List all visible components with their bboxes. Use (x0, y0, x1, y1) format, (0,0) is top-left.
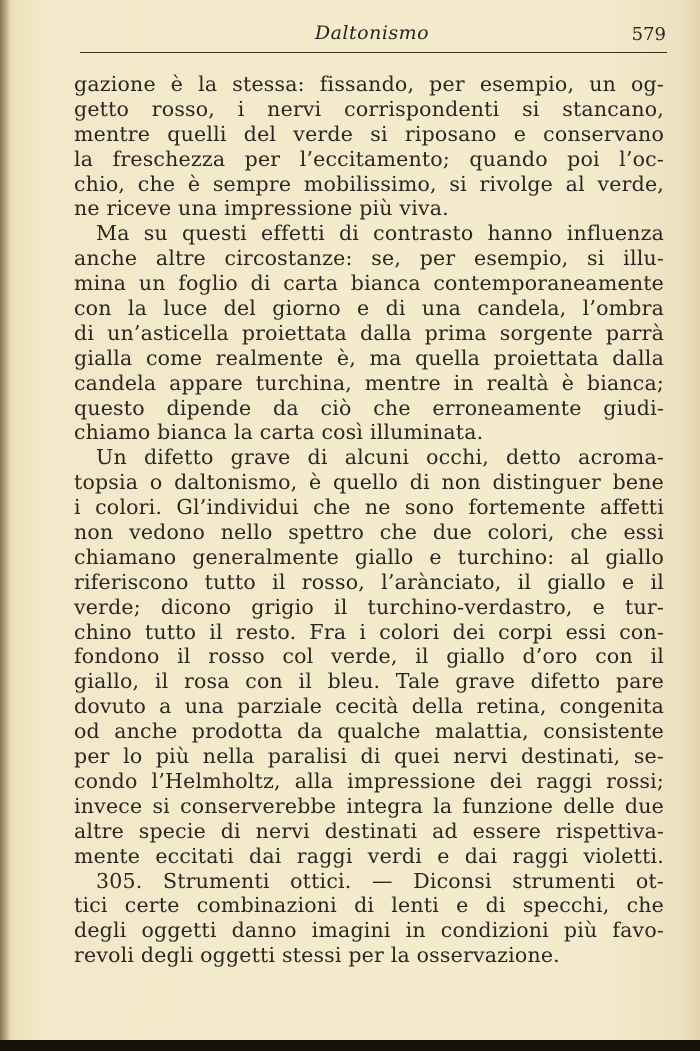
text-line: altre specie di nervi destinati ad essere rispettiva- (74, 818, 664, 843)
text-line: chio, che è sempre mobilissimo, si rivolge al verde, (74, 171, 664, 196)
scan-border (0, 1040, 700, 1051)
text-line: fondono il rosso col verde, il giallo d’oro con il (74, 644, 664, 669)
text-line: Un difetto grave di alcuni occhi, detto acroma- (96, 445, 664, 470)
text-line: di un’asticella proiettata dalla prima sorgente parrà (74, 320, 664, 345)
text-line: revoli degli oggetti stessi per la osservazione. (74, 943, 560, 968)
text-line: mentre quelli del verde si riposano e conservano (74, 121, 664, 146)
text-line: ne riceve una impressione più viva. (74, 196, 449, 221)
text-line: chiamo bianca la carta così illuminata. (74, 420, 484, 445)
text-line: la freschezza per l’eccitamento; quando poi l’oc- (74, 146, 664, 171)
text-line: gialla come realmente è, ma quella proiettata dalla (74, 345, 664, 370)
text-line: getto rosso, i nervi corrispondenti si stancano, (74, 96, 664, 121)
text-line: non vedono nello spettro che due colori, che essi (74, 520, 664, 545)
text-line: con la luce del giorno e di una candela, l’ombra (74, 296, 664, 321)
page-number: 579 (631, 24, 666, 45)
text-line: anche altre circostanze: se, per esempio, si illu- (74, 246, 664, 271)
text-line: chino tutto il resto. Fra i colori dei corpi essi con- (74, 619, 664, 644)
text-line: invece si conserverebbe integra la funzione delle due (74, 793, 664, 818)
text-line: giallo, il rosa con il bleu. Tale grave difetto pare (74, 669, 664, 694)
header-rule (80, 52, 667, 53)
body-text (74, 72, 664, 968)
text-line: riferiscono tutto il rosso, l’arànciato, il giallo e il (74, 569, 664, 594)
text-line: verde; dicono grigio il turchino-verdastro, e tur- (74, 594, 664, 619)
section-heading-line: 305. Strumenti ottici. — Diconsi strumenti ot- (96, 868, 664, 893)
text-line: mente eccitati dai raggi verdi e dai raggi violetti. (74, 843, 664, 868)
text-line: per lo più nella paralisi di quei nervi destinati, se- (74, 744, 664, 769)
text-line: dovuto a una parziale cecità della retina, congenita (74, 694, 664, 719)
text-line: od anche prodotta da qualche malattia, consistente (74, 719, 664, 744)
text-line: condo l’Helmholtz, alla impressione dei raggi rossi; (74, 768, 664, 793)
text-line: chiamano generalmente giallo e turchino: al giallo (74, 544, 664, 569)
text-line: topsia o daltonismo, è quello di non distinguer bene (74, 470, 664, 495)
text-line: candela appare turchina, mentre in realtà è bianca; (74, 370, 664, 395)
text-line: questo dipende da ciò che erroneamente giudi- (74, 395, 664, 420)
text-line: mina un foglio di carta bianca contemporaneamente (74, 271, 664, 296)
running-title: Daltonismo (314, 22, 430, 44)
text-line: Ma su questi effetti di contrasto hanno influenza (96, 221, 664, 246)
text-line: degli oggetti danno imagini in condizioni più favo- (74, 918, 664, 943)
gutter-shadow (0, 0, 10, 1040)
running-head (78, 22, 666, 48)
text-line: tici certe combinazioni di lenti e di specchi, che (74, 893, 664, 918)
text-line: i colori. Gl’individui che ne sono fortemente affetti (74, 495, 664, 520)
text-line: gazione è la stessa: fissando, per esempio, un og- (74, 72, 664, 96)
